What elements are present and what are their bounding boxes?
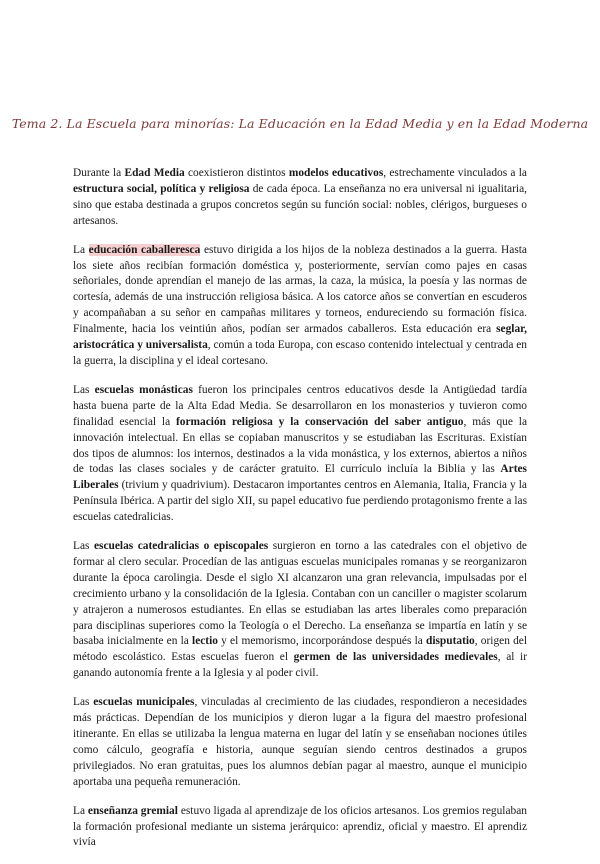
bold-term: germen de las universidades medievales bbox=[293, 651, 498, 664]
paragraph-text: , más que la innovación intelectual. En ellas se copiaban manuscritos y se estudiaban las Escrituras. Existían dos tipos de alumnos: los internos, destinados a la vida monástica, y los externos, abiertos a niños de todas las clases sociales y de carácter gratuito. El currículo incluía la Biblia y las bbox=[73, 415, 528, 476]
page-title: Tema 2. La Escuela para minorías: La Educación en la Edad Media y en la Edad Moderna bbox=[11, 116, 589, 131]
paragraph-text: , vinculadas al crecimiento de las ciudades, respondieron a necesidades más prácticas. Dependían de los municipios y dieron lugar a la figura del maestro profesional itinerante. En ellas se utilizaba la lengua materna en lugar del latín y se enseñaban nociones útiles como cálculo, geografía e historia, aunque seguían siendo centros destinados a grupos privilegiados. No eran gratuitas, pues los alumnos debían pagar al maestro, aunque el municipio aportaba una pequeña remuneración. bbox=[73, 696, 527, 788]
bold-term: formación religiosa y la conservación del saber antiguo bbox=[176, 415, 464, 428]
paragraph-text: La bbox=[73, 243, 89, 256]
paragraph bbox=[73, 804, 527, 852]
bold-term: modelos educativos bbox=[288, 167, 384, 179]
bold-term: enseñanza gremial bbox=[87, 804, 178, 817]
paragraph bbox=[73, 243, 527, 370]
paragraph bbox=[73, 539, 527, 682]
paragraph-text: estuvo dirigida a los hijos de la nobleza destinados a la guerra. Hasta los siete años recibían formación doméstica y, posteriormente, servían como pajes en casas señoriales, donde aprendían el manejo de las armas, la caza, la música, la poesía y las normas de cortesía, además de una instrucción religiosa básica. A los catorce años se convertían en escuderos y acompañaban a su señor en campañas militares y torneos, endureciendo su formación física. Finalmente, hacia los veintiún años, podían ser armados caballeros. Esta educación era bbox=[73, 243, 527, 336]
paragraph bbox=[73, 166, 527, 230]
bold-term: lectio bbox=[192, 635, 218, 648]
paragraph-text: Las bbox=[73, 383, 95, 396]
paragraph-text: de cada época. La enseñanza no era universal ni igualitaria, sino que estaba destinada a grupos concretos según su función social: nobles, clérigos, burgueses o artesanos. bbox=[73, 182, 527, 227]
paragraph bbox=[73, 383, 527, 526]
paragraph-text: fueron los principales centros educativos desde la Antigüedad tardía hasta buena parte de la Alta Edad Media. Se desarrollaron en los monasterios y tuvieron como finalidad esencial la bbox=[73, 383, 528, 428]
paragraph-text: y el memorismo, incorporándose después la bbox=[217, 635, 426, 648]
bold-term: estructura social, política y religiosa bbox=[73, 182, 250, 195]
paragraph-text: , común a toda Europa, con escaso contenido intelectual y centrada en la guerra, la disciplina y el ideal cortesano. bbox=[73, 339, 527, 367]
paragraph-text: La bbox=[73, 804, 88, 817]
paragraph-text: coexistieron distintos bbox=[184, 167, 289, 179]
paragraph-text: Las bbox=[73, 540, 94, 553]
paragraph-text: Las bbox=[73, 696, 94, 709]
bold-term: escuelas monásticas bbox=[94, 383, 193, 396]
highlighted-term: educación caballeresca bbox=[88, 243, 201, 256]
bold-term: escuelas catedralicias o episcopales bbox=[93, 540, 269, 553]
bold-term: seglar, aristocrática y universalista bbox=[73, 323, 527, 352]
paragraph-text: Durante la bbox=[73, 167, 125, 179]
bold-term: Edad Media bbox=[124, 167, 185, 179]
bold-term: disputatio bbox=[426, 635, 475, 648]
paragraph-text: estuvo ligada al aprendizaje de los oficios artesanos. Los gremios regulaban la formación profesional mediante un sistema jerárquico: aprendiz, oficial y maestro. El aprendiz vivía bbox=[73, 804, 527, 849]
bold-term: Artes Liberales bbox=[73, 463, 527, 492]
paragraph-text: surgieron en torno a las catedrales con el objetivo de formar al clero secular. Procedían de las antiguas escuelas municipales romanas y se reorganizaron durante la época carolingia. Desde el siglo XI alcanzaron una gran relevancia, impulsadas por el crecimiento urbano y la consolidación de la Iglesia. Contaban con un canciller o magister scolarum y atrajeron a numerosos estudiantes. En ellas se estudiaban las artes liberales como preparación para disciplinas superiores como la Teología o el Derecho. La enseñanza se impartía en latín y se basaba inicialmente en la bbox=[73, 540, 527, 648]
paragraph-text: , origen del método escolástico. Estas escuelas fueron el bbox=[73, 635, 527, 664]
paragraph-text: (trivium y quadrivium). Destacaron importantes centros en Alemania, Italia, Francia y la Península Ibérica. A partir del siglo XII, su papel educativo fue perdiendo protagonismo frente a las escuelas catedralicias. bbox=[73, 479, 527, 524]
paragraph bbox=[73, 695, 527, 790]
bold-term: escuelas municipales bbox=[93, 696, 195, 709]
paragraph-text: , estrechamente vinculados a la bbox=[383, 167, 527, 179]
document-body bbox=[73, 166, 527, 864]
paragraph-text: , al ir ganando autonomía frente a la Iglesia y al poder civil. bbox=[73, 651, 527, 680]
